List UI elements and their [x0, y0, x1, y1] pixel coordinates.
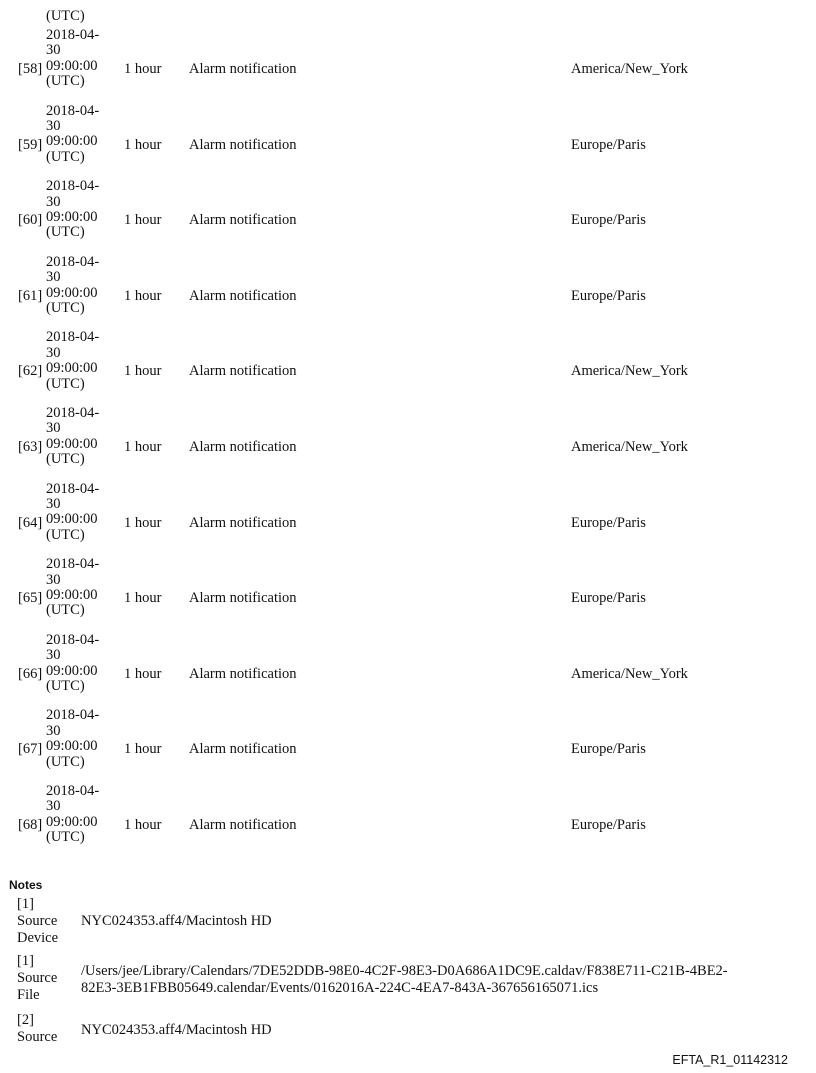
row-datetime: [46, 633, 99, 695]
row-datetime: [46, 406, 99, 468]
row-duration: 1 hour: [124, 363, 162, 380]
note-value-line: /Users/jee/Library/Calendars/7DE52DDB-98E0-4C2F-98E3-D0A686A1DC9E.caldav/F838E711-C21B-4BE2-: [81, 963, 728, 979]
note-value-line: 82E3-3EB1FBB05649.calendar/Events/0162016A-224C-4EA7-843A-367656165071.ics: [81, 980, 599, 996]
row-title: Alarm notification: [189, 136, 297, 153]
row-index: [58]: [18, 61, 43, 77]
date-day: 30: [46, 647, 61, 664]
row-duration: 1 hour: [124, 61, 162, 77]
table-row: [0, 104, 816, 180]
time-part: 09:00:00: [46, 662, 98, 679]
row-timezone: America/New_York: [571, 61, 688, 77]
time-part: 09:00:00: [46, 587, 98, 603]
date-day: 30: [46, 798, 61, 815]
date-day: 30: [46, 118, 61, 134]
note-label-word: Source: [17, 1029, 58, 1045]
row-datetime: [46, 784, 99, 846]
row-title: Alarm notification: [189, 212, 297, 229]
table-row: [0, 784, 816, 860]
date-part: 2018-04-: [46, 480, 100, 497]
date-part: 2018-04-: [46, 631, 100, 648]
table-row: [0, 708, 816, 784]
row-timezone: Europe/Paris: [571, 136, 646, 153]
date-day: 30: [46, 722, 61, 739]
note-value-line: NYC024353.aff4/Macintosh HD: [81, 1022, 272, 1038]
row-datetime: [46, 255, 99, 317]
row-datetime: [46, 330, 99, 392]
row-datetime: [46, 104, 99, 166]
tz-part: (UTC): [46, 526, 85, 543]
row-datetime: [46, 179, 99, 241]
row-title: Alarm notification: [189, 514, 297, 531]
table-row: [0, 179, 816, 255]
table-row: [0, 255, 816, 331]
time-part: 09:00:00: [46, 57, 98, 74]
row-duration: 1 hour: [124, 287, 162, 304]
row-timezone: Europe/Paris: [571, 514, 646, 531]
time-part: 09:00:00: [46, 738, 98, 755]
date-part: 2018-04-: [46, 178, 100, 195]
tz-part: (UTC): [46, 375, 85, 392]
date-part: 2018-04-: [46, 405, 100, 421]
row-duration: 1 hour: [124, 514, 162, 531]
row-timezone: America/New_York: [571, 363, 688, 380]
note-ref: [1]: [17, 953, 34, 969]
date-part: 2018-04-: [46, 102, 100, 119]
note-value: [81, 963, 728, 997]
row-index: [63]: [18, 439, 43, 455]
row-title: Alarm notification: [189, 287, 297, 304]
table-row: [0, 633, 816, 709]
time-part: 09:00:00: [46, 360, 98, 377]
row-timezone: Europe/Paris: [571, 817, 646, 833]
date-day: 30: [46, 496, 61, 512]
row-index: [67]: [18, 741, 43, 758]
row-title: Alarm notification: [189, 665, 297, 682]
row-timezone: Europe/Paris: [571, 590, 646, 607]
row-title: Alarm notification: [189, 590, 297, 607]
date-day: 30: [46, 571, 61, 588]
note-value: [81, 913, 272, 930]
note-label-word: Device: [17, 930, 59, 946]
time-part: 09:00:00: [46, 813, 98, 830]
date-day: 30: [46, 420, 61, 437]
note-ref: [2]: [17, 1012, 34, 1028]
tz-part: (UTC): [46, 300, 85, 317]
tz-part: (UTC): [46, 224, 85, 241]
note-label: [17, 896, 58, 947]
row-index: [61]: [18, 287, 43, 304]
row-index: [64]: [18, 514, 43, 531]
date-part: 2018-04-: [46, 329, 100, 346]
tz-part: (UTC): [46, 73, 85, 90]
row-index: [60]: [18, 212, 43, 229]
row-title: Alarm notification: [189, 363, 297, 380]
note-value: [81, 1022, 272, 1039]
tz-part: (UTC): [46, 148, 85, 165]
note-label: [17, 953, 57, 1004]
note-label-word: Source: [17, 970, 58, 986]
row-timezone: America/New_York: [571, 439, 688, 455]
row-index: [59]: [18, 136, 43, 153]
row-datetime: [46, 482, 99, 544]
tz-part: (UTC): [46, 678, 85, 695]
document-id-footer: EFTA_R1_01142312: [672, 1053, 788, 1067]
tz-part: (UTC): [46, 753, 85, 770]
note-ref: [1]: [17, 896, 34, 912]
row-datetime: [46, 557, 99, 619]
row-timezone: Europe/Paris: [571, 212, 646, 229]
date-part: 2018-04-: [46, 707, 100, 724]
row-duration: 1 hour: [124, 817, 162, 833]
notes-heading: Notes: [9, 878, 43, 892]
table-row: [0, 482, 816, 558]
table-row: [0, 28, 816, 104]
note-value-line: NYC024353.aff4/Macintosh HD: [81, 913, 272, 929]
note-label-word: Source: [17, 913, 58, 929]
row-title: Alarm notification: [189, 741, 297, 758]
date-day: 30: [46, 269, 61, 286]
time-part: 09:00:00: [46, 209, 98, 225]
table-row: [0, 557, 816, 633]
row-duration: 1 hour: [124, 741, 162, 758]
date-day: 30: [46, 42, 61, 59]
row-index: [66]: [18, 665, 43, 682]
date-part: 2018-04-: [46, 253, 100, 270]
row-datetime: [46, 28, 99, 90]
row-timezone: Europe/Paris: [571, 741, 646, 758]
time-part: 09:00:00: [46, 284, 98, 301]
note-label: [17, 1012, 57, 1046]
row-index: [65]: [18, 590, 43, 607]
note-label-word: File: [17, 987, 40, 1003]
prev-row-utc-fragment: (UTC): [46, 8, 85, 24]
row-title: Alarm notification: [189, 817, 297, 833]
row-title: Alarm notification: [189, 61, 297, 77]
tz-part: (UTC): [46, 602, 85, 619]
row-index: [62]: [18, 363, 43, 380]
date-part: 2018-04-: [46, 783, 100, 799]
row-timezone: America/New_York: [571, 665, 688, 682]
row-title: Alarm notification: [189, 439, 297, 455]
row-duration: 1 hour: [124, 590, 162, 607]
time-part: 09:00:00: [46, 133, 98, 150]
row-duration: 1 hour: [124, 136, 162, 153]
row-datetime: [46, 708, 99, 770]
date-day: 30: [46, 193, 61, 210]
tz-part: (UTC): [46, 829, 85, 846]
row-duration: 1 hour: [124, 212, 162, 229]
time-part: 09:00:00: [46, 511, 98, 528]
date-part: 2018-04-: [46, 556, 100, 573]
date-day: 30: [46, 344, 61, 361]
table-row: [0, 406, 816, 482]
table-row: [0, 330, 816, 406]
date-part: 2018-04-: [46, 27, 100, 43]
time-part: 09:00:00: [46, 435, 98, 452]
row-timezone: Europe/Paris: [571, 287, 646, 304]
tz-part: (UTC): [46, 451, 85, 468]
row-index: [68]: [18, 817, 43, 833]
row-duration: 1 hour: [124, 665, 162, 682]
row-duration: 1 hour: [124, 439, 162, 455]
